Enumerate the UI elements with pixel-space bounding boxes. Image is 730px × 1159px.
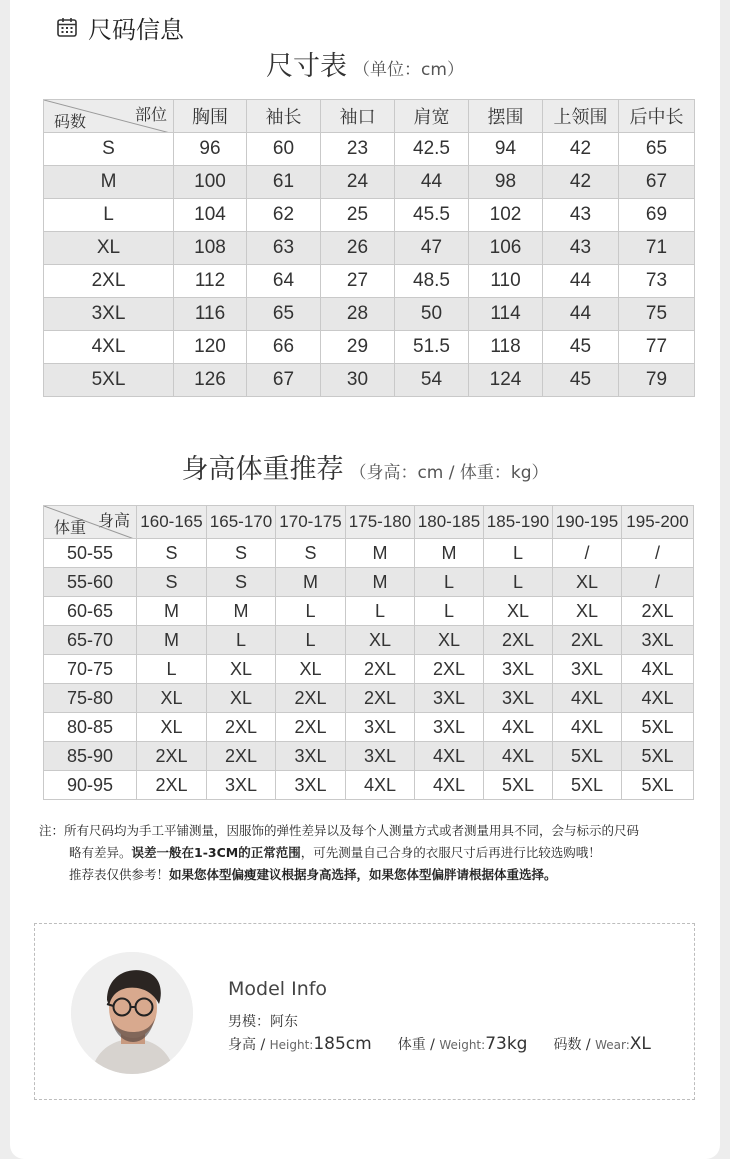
- table-cell: 3XL: [207, 771, 276, 800]
- table-cell: 47: [395, 232, 469, 265]
- model-height: [228, 1034, 372, 1054]
- row-header-cell: 80-85: [44, 713, 137, 742]
- table-row: [44, 364, 695, 397]
- model-weight: [398, 1034, 528, 1054]
- table-cell: M: [346, 539, 415, 568]
- stat-label-en: Weight:: [439, 1038, 486, 1052]
- table-header-row: [44, 506, 694, 539]
- table-row: [44, 742, 694, 771]
- row-header-cell: XL: [44, 232, 174, 265]
- table-cell: 62: [247, 199, 321, 232]
- table-cell: 4XL: [415, 771, 484, 800]
- table-cell: 45: [543, 331, 619, 364]
- table-row: [44, 597, 694, 626]
- table-cell: 24: [321, 166, 395, 199]
- table-cell: M: [137, 626, 207, 655]
- model-info-card: [34, 923, 695, 1100]
- stat-label-en: Height:: [269, 1038, 314, 1052]
- table-cell: 102: [469, 199, 543, 232]
- table-corner-cell: [44, 100, 174, 133]
- table-cell: XL: [137, 713, 207, 742]
- table-cell: 2XL: [137, 742, 207, 771]
- table-cell: 45.5: [395, 199, 469, 232]
- stat-label: 体重 /: [397, 1037, 440, 1053]
- table-cell: 79: [619, 364, 695, 397]
- size-notes: [39, 820, 709, 886]
- table-cell: 4XL: [346, 771, 415, 800]
- table-cell: L: [415, 597, 484, 626]
- table-cell: 4XL: [553, 713, 622, 742]
- table-cell: 51.5: [395, 331, 469, 364]
- note-text: 推荐表仅供参考！: [69, 867, 170, 882]
- corner-bottom-label: 体重: [54, 520, 87, 537]
- table-cell: 3XL: [484, 684, 553, 713]
- table-cell: 124: [469, 364, 543, 397]
- model-stats: [228, 1034, 651, 1054]
- table-cell: M: [276, 568, 346, 597]
- table-cell: 118: [469, 331, 543, 364]
- table-row: [44, 232, 695, 265]
- row-header-cell: 60-65: [44, 597, 137, 626]
- table-cell: 60: [247, 133, 321, 166]
- table-corner-cell: [44, 506, 137, 539]
- table-cell: 2XL: [207, 742, 276, 771]
- table-cell: 64: [247, 265, 321, 298]
- table-cell: /: [622, 539, 694, 568]
- row-header-cell: 65-70: [44, 626, 137, 655]
- note-line-2: [39, 842, 709, 864]
- table-cell: 2XL: [553, 626, 622, 655]
- table-cell: 77: [619, 331, 695, 364]
- table-cell: 4XL: [484, 713, 553, 742]
- table-cell: 5XL: [622, 742, 694, 771]
- table-cell: XL: [207, 684, 276, 713]
- column-header: 摆围: [469, 100, 543, 133]
- model-name: 男模：阿东: [228, 1014, 298, 1030]
- table-cell: /: [622, 568, 694, 597]
- table-cell: 112: [174, 265, 247, 298]
- table-row: [44, 539, 694, 568]
- table-cell: 75: [619, 298, 695, 331]
- model-wear: [553, 1034, 650, 1054]
- table-cell: 44: [543, 265, 619, 298]
- section-title: 尺码信息: [88, 15, 184, 44]
- row-header-cell: 50-55: [44, 539, 137, 568]
- column-header: 袖口: [321, 100, 395, 133]
- rec-table: [43, 505, 694, 800]
- table-cell: 5XL: [553, 771, 622, 800]
- stat-label-en: Wear:: [595, 1038, 630, 1052]
- table-cell: 3XL: [415, 713, 484, 742]
- table-row: [44, 265, 695, 298]
- note-text: ，可先测量自己合身的衣服尺寸后再进行比较选购哦！: [300, 845, 601, 860]
- table-cell: S: [207, 568, 276, 597]
- table-cell: 48.5: [395, 265, 469, 298]
- table-cell: XL: [415, 626, 484, 655]
- calendar-icon: [56, 16, 78, 38]
- table-cell: 4XL: [553, 684, 622, 713]
- table-row: [44, 331, 695, 364]
- table-cell: 43: [543, 199, 619, 232]
- table-cell: 42: [543, 166, 619, 199]
- table-cell: 2XL: [415, 655, 484, 684]
- model-info-title: Model Info: [228, 978, 328, 1000]
- row-header-cell: 90-95: [44, 771, 137, 800]
- column-header: 185-190: [484, 506, 553, 539]
- table-cell: 65: [619, 133, 695, 166]
- table-cell: 43: [543, 232, 619, 265]
- table-cell: M: [137, 597, 207, 626]
- note-line-3: [39, 864, 709, 886]
- table-row: [44, 568, 694, 597]
- note-emphasis: 如果您体型偏瘦建议根据身高选择，如果您体型偏胖请根据体重选择。: [169, 867, 557, 882]
- table-row: [44, 298, 695, 331]
- table-cell: 98: [469, 166, 543, 199]
- table-cell: S: [137, 539, 207, 568]
- note-text: 略有差异。: [69, 845, 132, 860]
- table-cell: 4XL: [415, 742, 484, 771]
- row-header-cell: 55-60: [44, 568, 137, 597]
- table-cell: XL: [484, 597, 553, 626]
- rec-table-heading: [10, 447, 720, 486]
- column-header: 上领围: [543, 100, 619, 133]
- stat-value: 185cm: [313, 1034, 372, 1054]
- table-cell: 44: [543, 298, 619, 331]
- table-cell: L: [137, 655, 207, 684]
- table-cell: 44: [395, 166, 469, 199]
- table-cell: 25: [321, 199, 395, 232]
- table-cell: XL: [137, 684, 207, 713]
- size-table-heading: [10, 44, 720, 83]
- table-cell: 108: [174, 232, 247, 265]
- table-cell: 116: [174, 298, 247, 331]
- table-cell: 2XL: [346, 655, 415, 684]
- page: [10, 0, 720, 1159]
- table-cell: 3XL: [622, 626, 694, 655]
- table-header-row: [44, 100, 695, 133]
- table-cell: 5XL: [484, 771, 553, 800]
- section-header: [56, 10, 184, 44]
- corner-top-label: 部位: [134, 107, 167, 124]
- table-cell: 2XL: [484, 626, 553, 655]
- table-cell: 110: [469, 265, 543, 298]
- table-cell: M: [415, 539, 484, 568]
- table-cell: 67: [619, 166, 695, 199]
- table-cell: 63: [247, 232, 321, 265]
- table-cell: L: [207, 626, 276, 655]
- corner-bottom-label: 码数: [54, 114, 87, 131]
- table-cell: 30: [321, 364, 395, 397]
- table-cell: 3XL: [346, 742, 415, 771]
- table-cell: 106: [469, 232, 543, 265]
- column-header: 后中长: [619, 100, 695, 133]
- table-cell: 3XL: [276, 742, 346, 771]
- table-cell: 50: [395, 298, 469, 331]
- table-cell: 23: [321, 133, 395, 166]
- table-cell: 27: [321, 265, 395, 298]
- row-header-cell: 2XL: [44, 265, 174, 298]
- table-cell: 120: [174, 331, 247, 364]
- table-cell: 100: [174, 166, 247, 199]
- row-header-cell: L: [44, 199, 174, 232]
- column-header: 肩宽: [395, 100, 469, 133]
- table-cell: 3XL: [484, 655, 553, 684]
- table-cell: S: [276, 539, 346, 568]
- table-cell: 5XL: [622, 771, 694, 800]
- row-header-cell: 85-90: [44, 742, 137, 771]
- table-cell: XL: [276, 655, 346, 684]
- row-header-cell: 75-80: [44, 684, 137, 713]
- table-cell: 4XL: [622, 684, 694, 713]
- table-cell: 45: [543, 364, 619, 397]
- table-cell: 42.5: [395, 133, 469, 166]
- table-cell: XL: [207, 655, 276, 684]
- column-header: 袖长: [247, 100, 321, 133]
- table-cell: 65: [247, 298, 321, 331]
- table-cell: S: [207, 539, 276, 568]
- table-row: [44, 626, 694, 655]
- table-row: [44, 166, 695, 199]
- table-cell: XL: [553, 568, 622, 597]
- column-header: 180-185: [415, 506, 484, 539]
- size-table: [43, 99, 695, 397]
- row-header-cell: 5XL: [44, 364, 174, 397]
- column-header: 195-200: [622, 506, 694, 539]
- table-cell: 4XL: [622, 655, 694, 684]
- column-header: 165-170: [207, 506, 276, 539]
- row-header-cell: 4XL: [44, 331, 174, 364]
- table-cell: 3XL: [553, 655, 622, 684]
- column-header: 160-165: [137, 506, 207, 539]
- table-row: [44, 684, 694, 713]
- table-cell: 114: [469, 298, 543, 331]
- column-header: 170-175: [276, 506, 346, 539]
- table-cell: L: [346, 597, 415, 626]
- row-header-cell: 3XL: [44, 298, 174, 331]
- table-row: [44, 655, 694, 684]
- table-cell: L: [484, 568, 553, 597]
- table-cell: XL: [553, 597, 622, 626]
- table-cell: 67: [247, 364, 321, 397]
- table-cell: 2XL: [622, 597, 694, 626]
- table-cell: 2XL: [207, 713, 276, 742]
- row-header-cell: S: [44, 133, 174, 166]
- table-cell: /: [553, 539, 622, 568]
- column-header: 190-195: [553, 506, 622, 539]
- table-cell: 28: [321, 298, 395, 331]
- table-cell: 3XL: [276, 771, 346, 800]
- stat-value: XL: [629, 1034, 651, 1054]
- table-cell: 73: [619, 265, 695, 298]
- table-cell: 96: [174, 133, 247, 166]
- table-cell: 66: [247, 331, 321, 364]
- table-cell: 94: [469, 133, 543, 166]
- table-cell: 104: [174, 199, 247, 232]
- note-emphasis: 误差一般在1-3CM的正常范围: [131, 845, 301, 860]
- row-header-cell: M: [44, 166, 174, 199]
- row-header-cell: 70-75: [44, 655, 137, 684]
- model-avatar: [71, 952, 193, 1074]
- table-row: [44, 133, 695, 166]
- table-cell: L: [276, 626, 346, 655]
- table-cell: L: [276, 597, 346, 626]
- size-table-title: 尺寸表: [266, 51, 348, 82]
- table-row: [44, 771, 694, 800]
- column-header: 胸围: [174, 100, 247, 133]
- table-cell: 2XL: [276, 684, 346, 713]
- column-header: 175-180: [346, 506, 415, 539]
- table-cell: S: [137, 568, 207, 597]
- stat-value: 73kg: [485, 1034, 528, 1054]
- corner-top-label: 身高: [97, 513, 130, 530]
- table-cell: L: [415, 568, 484, 597]
- table-cell: 3XL: [415, 684, 484, 713]
- table-cell: 3XL: [346, 713, 415, 742]
- table-cell: XL: [346, 626, 415, 655]
- table-row: [44, 199, 695, 232]
- table-cell: 61: [247, 166, 321, 199]
- table-cell: 42: [543, 133, 619, 166]
- table-cell: M: [346, 568, 415, 597]
- table-cell: 54: [395, 364, 469, 397]
- table-cell: 4XL: [484, 742, 553, 771]
- size-table-unit: （单位：cm）: [353, 60, 464, 80]
- table-cell: 69: [619, 199, 695, 232]
- table-cell: 126: [174, 364, 247, 397]
- rec-table-unit: （身高：cm / 体重：kg）: [349, 463, 549, 483]
- note-line-1: 注：所有尺码均为手工平铺测量，因服饰的弹性差异以及每个人测量方式或者测量用具不同，会与标示的尺码: [39, 823, 640, 838]
- table-cell: 2XL: [137, 771, 207, 800]
- table-cell: 5XL: [553, 742, 622, 771]
- table-cell: 2XL: [276, 713, 346, 742]
- table-cell: 5XL: [622, 713, 694, 742]
- table-cell: 26: [321, 232, 395, 265]
- stat-label: 码数 /: [553, 1037, 596, 1053]
- table-row: [44, 713, 694, 742]
- table-cell: 2XL: [346, 684, 415, 713]
- stat-label: 身高 /: [228, 1037, 270, 1053]
- table-cell: 71: [619, 232, 695, 265]
- rec-table-title: 身高体重推荐: [181, 454, 344, 485]
- table-cell: M: [207, 597, 276, 626]
- table-cell: L: [484, 539, 553, 568]
- table-cell: 29: [321, 331, 395, 364]
